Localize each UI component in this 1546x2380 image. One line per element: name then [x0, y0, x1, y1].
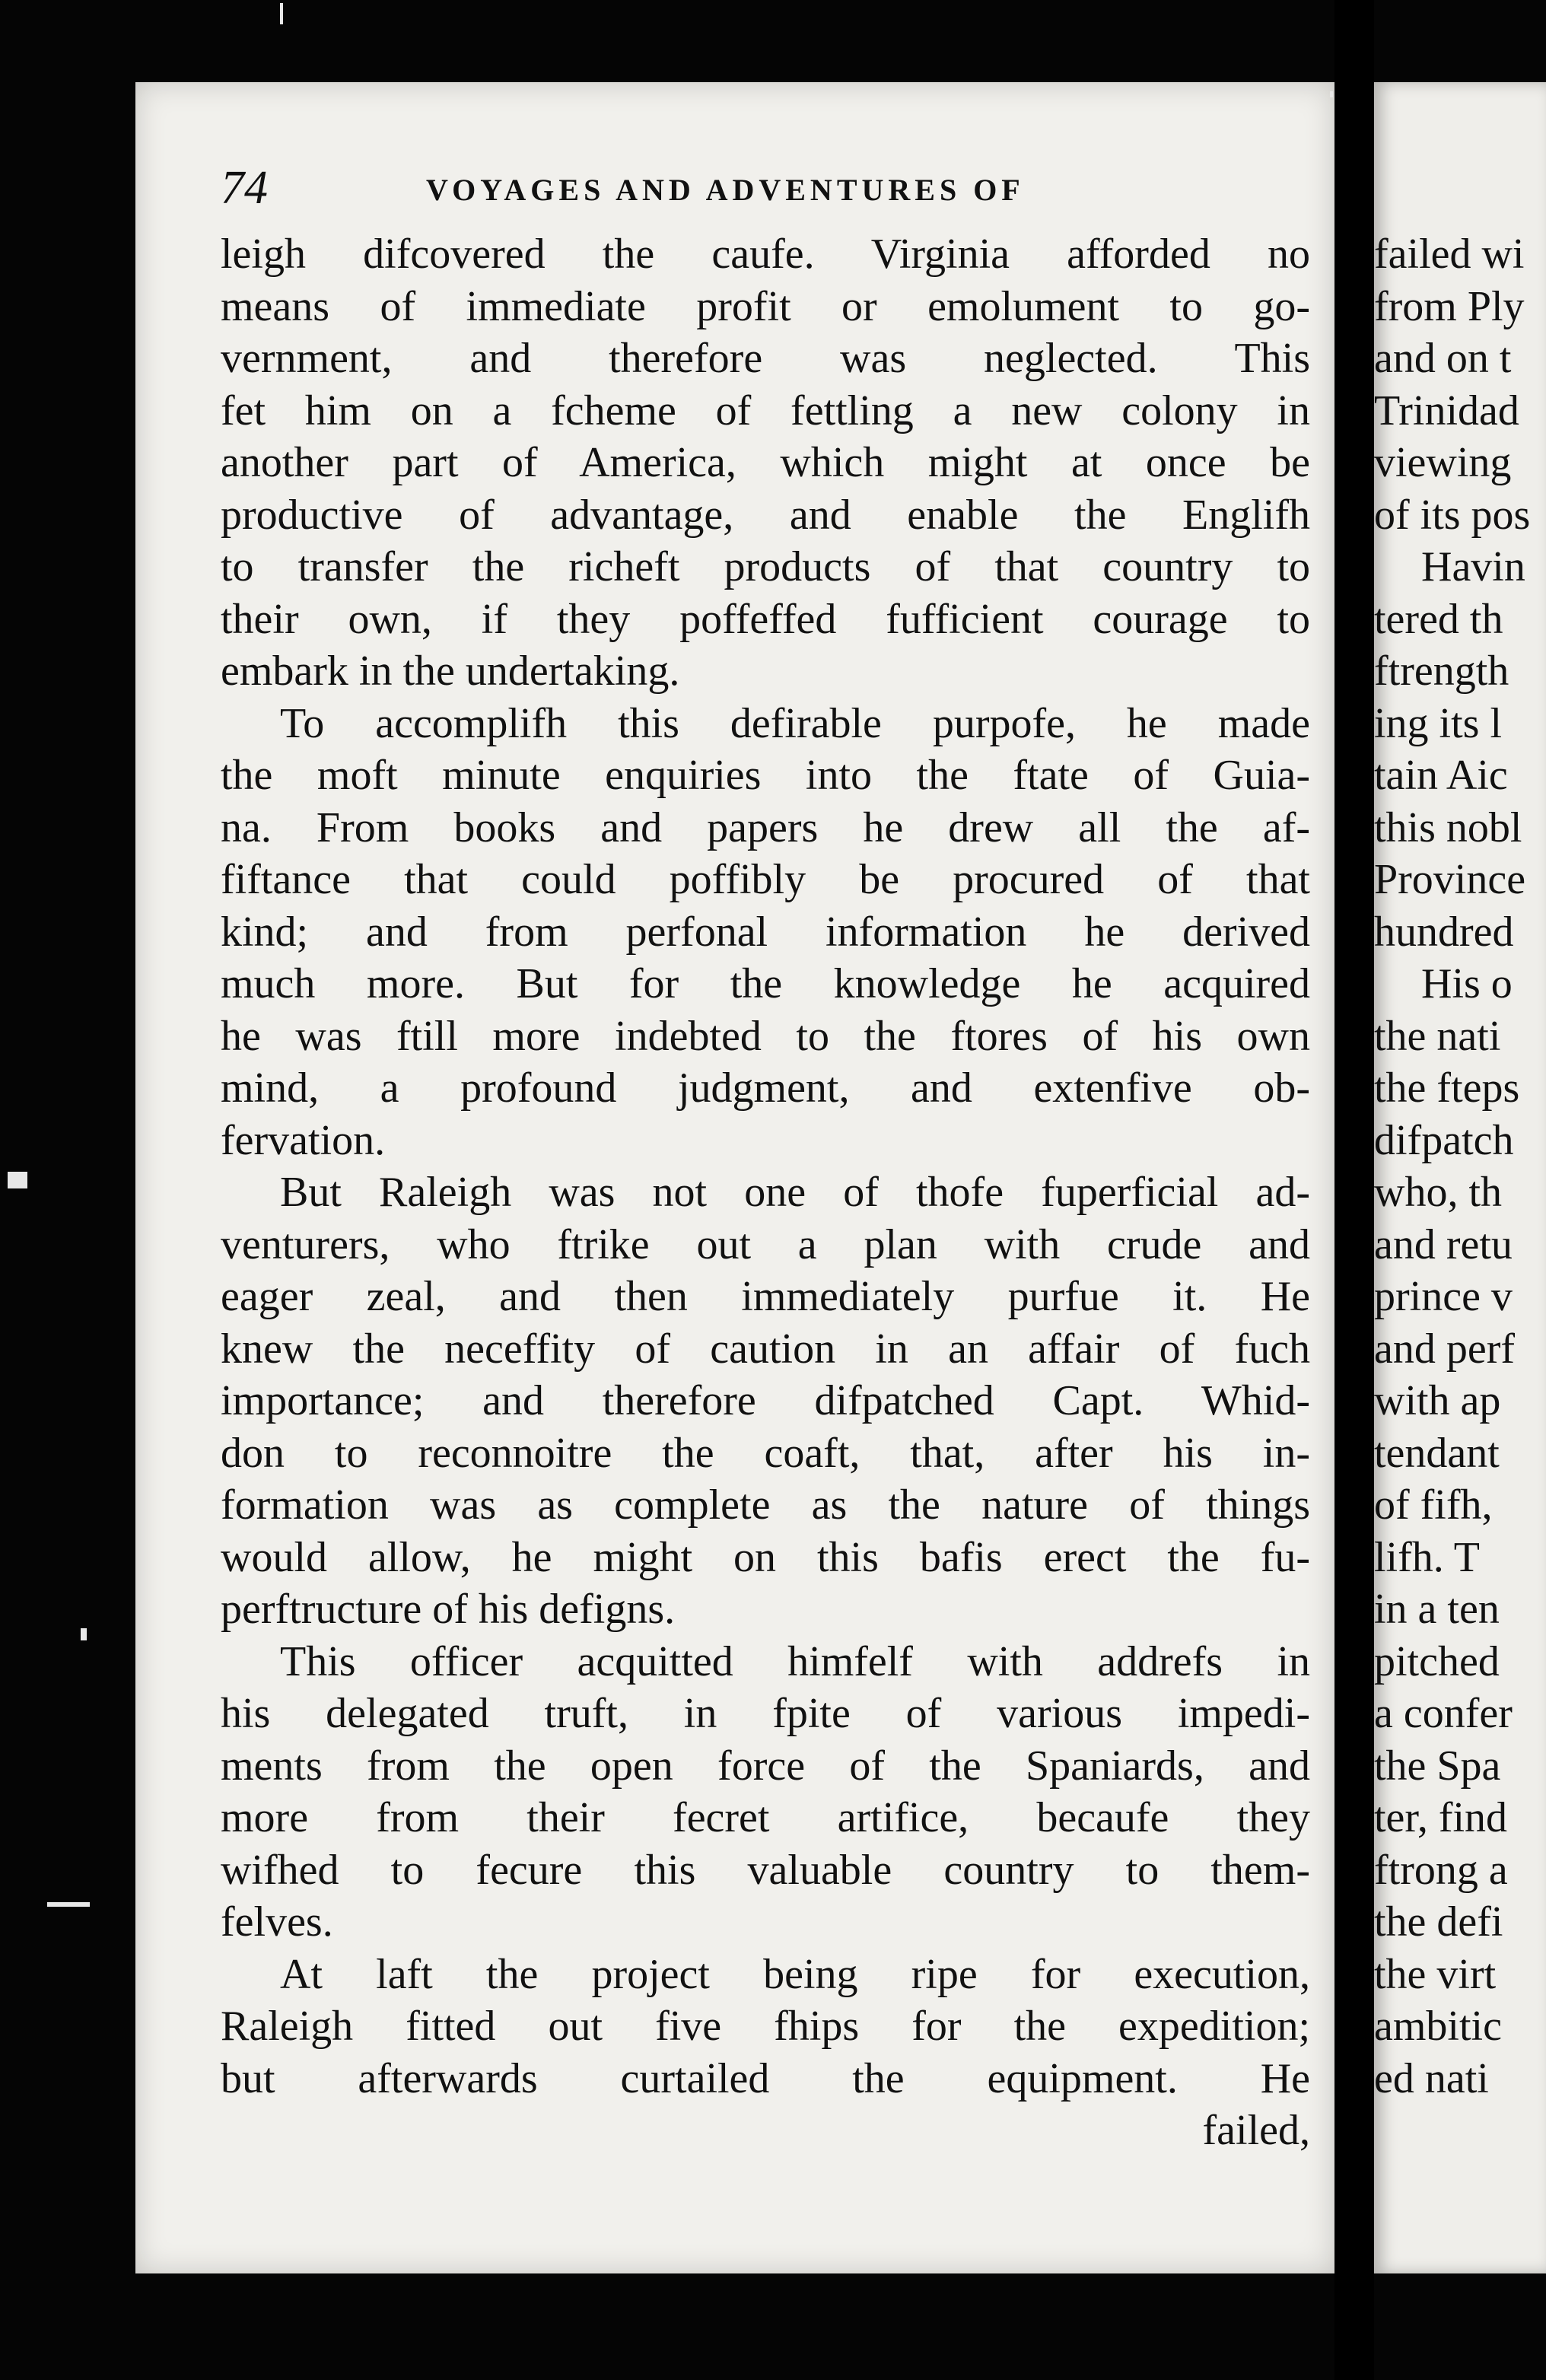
text-line: ftrong a	[1374, 1846, 1508, 1894]
text-line: this nobl	[1374, 803, 1522, 851]
text-line: don to reconnoitre the coaft, that, after his in-	[221, 1429, 1310, 1477]
text-line: ing its l	[1374, 699, 1503, 747]
text-line: of its pos	[1374, 491, 1531, 539]
text-line: who, th	[1374, 1169, 1502, 1216]
text-line: his delegated truft, in fpite of various impedi-	[221, 1690, 1310, 1737]
text-line: a confer	[1374, 1690, 1513, 1737]
text-line: the virt	[1374, 1950, 1497, 1998]
paragraph-start-line: At laft the project being ripe for execution,	[280, 1950, 1310, 1998]
text-line: the moft minute enquiries into the ftate of Guia-	[221, 752, 1310, 799]
text-line: importance; and therefore difpatched Capt. Whid-	[221, 1377, 1310, 1424]
paragraph-start-line: To accomplifh this defirable purpofe, he made	[280, 699, 1310, 747]
paragraph-start-line: But Raleigh was not one of thofe fuperficial ad-	[280, 1169, 1310, 1216]
text-line: fiftance that could poffibly be procured of that	[221, 856, 1310, 903]
text-line: lifh. T	[1374, 1533, 1480, 1581]
text-line: Raleigh fitted out five fhips for the expedition;	[221, 2003, 1310, 2050]
text-line: ter, find	[1374, 1794, 1508, 1841]
scan-speck	[81, 1628, 87, 1640]
text-line: kind; and from perfonal information he derived	[221, 908, 1310, 956]
text-line: perftructure of his defigns.	[221, 1586, 676, 1633]
text-line: difpatch	[1374, 1116, 1514, 1164]
text-line: the nati	[1374, 1012, 1501, 1060]
page-number: 74	[221, 162, 268, 214]
paragraph-start-line: His o	[1421, 960, 1513, 1007]
catchword: failed,	[1202, 2107, 1310, 2154]
paragraph-start-line: This officer acquitted himfelf with addrefs in	[280, 1637, 1310, 1685]
text-line: vernment, and therefore was neglected. This	[221, 335, 1310, 382]
text-line: the fteps	[1374, 1064, 1520, 1112]
text-line: fervation.	[221, 1116, 386, 1164]
text-line: Province	[1374, 856, 1526, 903]
text-line: in a ten	[1374, 1586, 1500, 1633]
text-line: tered th	[1374, 595, 1503, 643]
text-line: fet him on a fcheme of fettling a new colony in	[221, 387, 1310, 434]
text-line: the defi	[1374, 1898, 1503, 1946]
text-line: much more. But for the knowledge he acquired	[221, 960, 1310, 1007]
text-line: eager zeal, and then immediately purfue it. He	[221, 1273, 1310, 1320]
text-line: ments from the open force of the Spaniards, and	[221, 1742, 1310, 1790]
text-line: and perf	[1374, 1325, 1516, 1373]
text-line: and retu	[1374, 1220, 1513, 1268]
text-line: formation was as complete as the nature of things	[221, 1481, 1310, 1529]
text-line: another part of America, which might at once be	[221, 439, 1310, 486]
text-line: their own, if they poffeffed fufficient courage to	[221, 595, 1310, 643]
text-line: tain Aic	[1374, 752, 1508, 799]
text-line: embark in the undertaking.	[221, 648, 680, 695]
text-line: na. From books and papers he drew all the af-	[221, 803, 1310, 851]
scan-speck	[1330, 91, 1333, 97]
text-line: failed wi	[1374, 231, 1525, 278]
text-line: to transfer the richeft products of that country to	[221, 543, 1310, 590]
text-line: wifhed to fecure this valuable country to them-	[221, 1846, 1310, 1894]
running-head: VOYAGES AND ADVENTURES OF	[426, 173, 1025, 207]
paragraph-start-line: Havin	[1421, 543, 1525, 590]
scan-speck	[8, 1172, 27, 1188]
book-gutter	[1334, 0, 1374, 2380]
text-line: mind, a profound judgment, and extenfive ob-	[221, 1064, 1310, 1112]
text-line: from Ply	[1374, 282, 1525, 330]
text-line: Trinidad	[1374, 387, 1519, 434]
text-line: hundred	[1374, 908, 1514, 956]
text-line: productive of advantage, and enable the Englifh	[221, 491, 1310, 539]
text-line: felves.	[221, 1898, 333, 1946]
text-line: pitched	[1374, 1637, 1500, 1685]
text-line: knew the neceffity of caution in an affair of fuch	[221, 1325, 1310, 1373]
text-line: he was ftill more indebted to the ftores of his own	[221, 1012, 1310, 1060]
text-line: means of immediate profit or emolument to go-	[221, 282, 1310, 330]
scan-speck	[280, 3, 283, 24]
text-line: the Spa	[1374, 1742, 1501, 1790]
text-line: of fifh,	[1374, 1481, 1493, 1529]
right-page-text	[1374, 228, 1546, 2105]
main-body-text	[221, 228, 1310, 2157]
text-line: ambitic	[1374, 2003, 1502, 2050]
text-line: ftrength	[1374, 648, 1509, 695]
text-line: leigh difcovered the caufe. Virginia afforded no	[221, 231, 1310, 278]
text-line: more from their fecret artifice, becaufe they	[221, 1794, 1310, 1841]
scan-speck	[47, 1902, 90, 1907]
text-line: ed nati	[1374, 2054, 1489, 2102]
page-header	[221, 161, 1309, 215]
text-line: tendant	[1374, 1429, 1500, 1477]
text-line: viewing	[1374, 439, 1512, 486]
text-line: but afterwards curtailed the equipment. He	[221, 2054, 1310, 2102]
text-line: would allow, he might on this bafis erect the fu-	[221, 1533, 1310, 1581]
text-line: and on t	[1374, 335, 1512, 382]
text-line: with ap	[1374, 1377, 1501, 1424]
text-line: prince v	[1374, 1273, 1513, 1320]
text-line: venturers, who ftrike out a plan with crude and	[221, 1220, 1310, 1268]
